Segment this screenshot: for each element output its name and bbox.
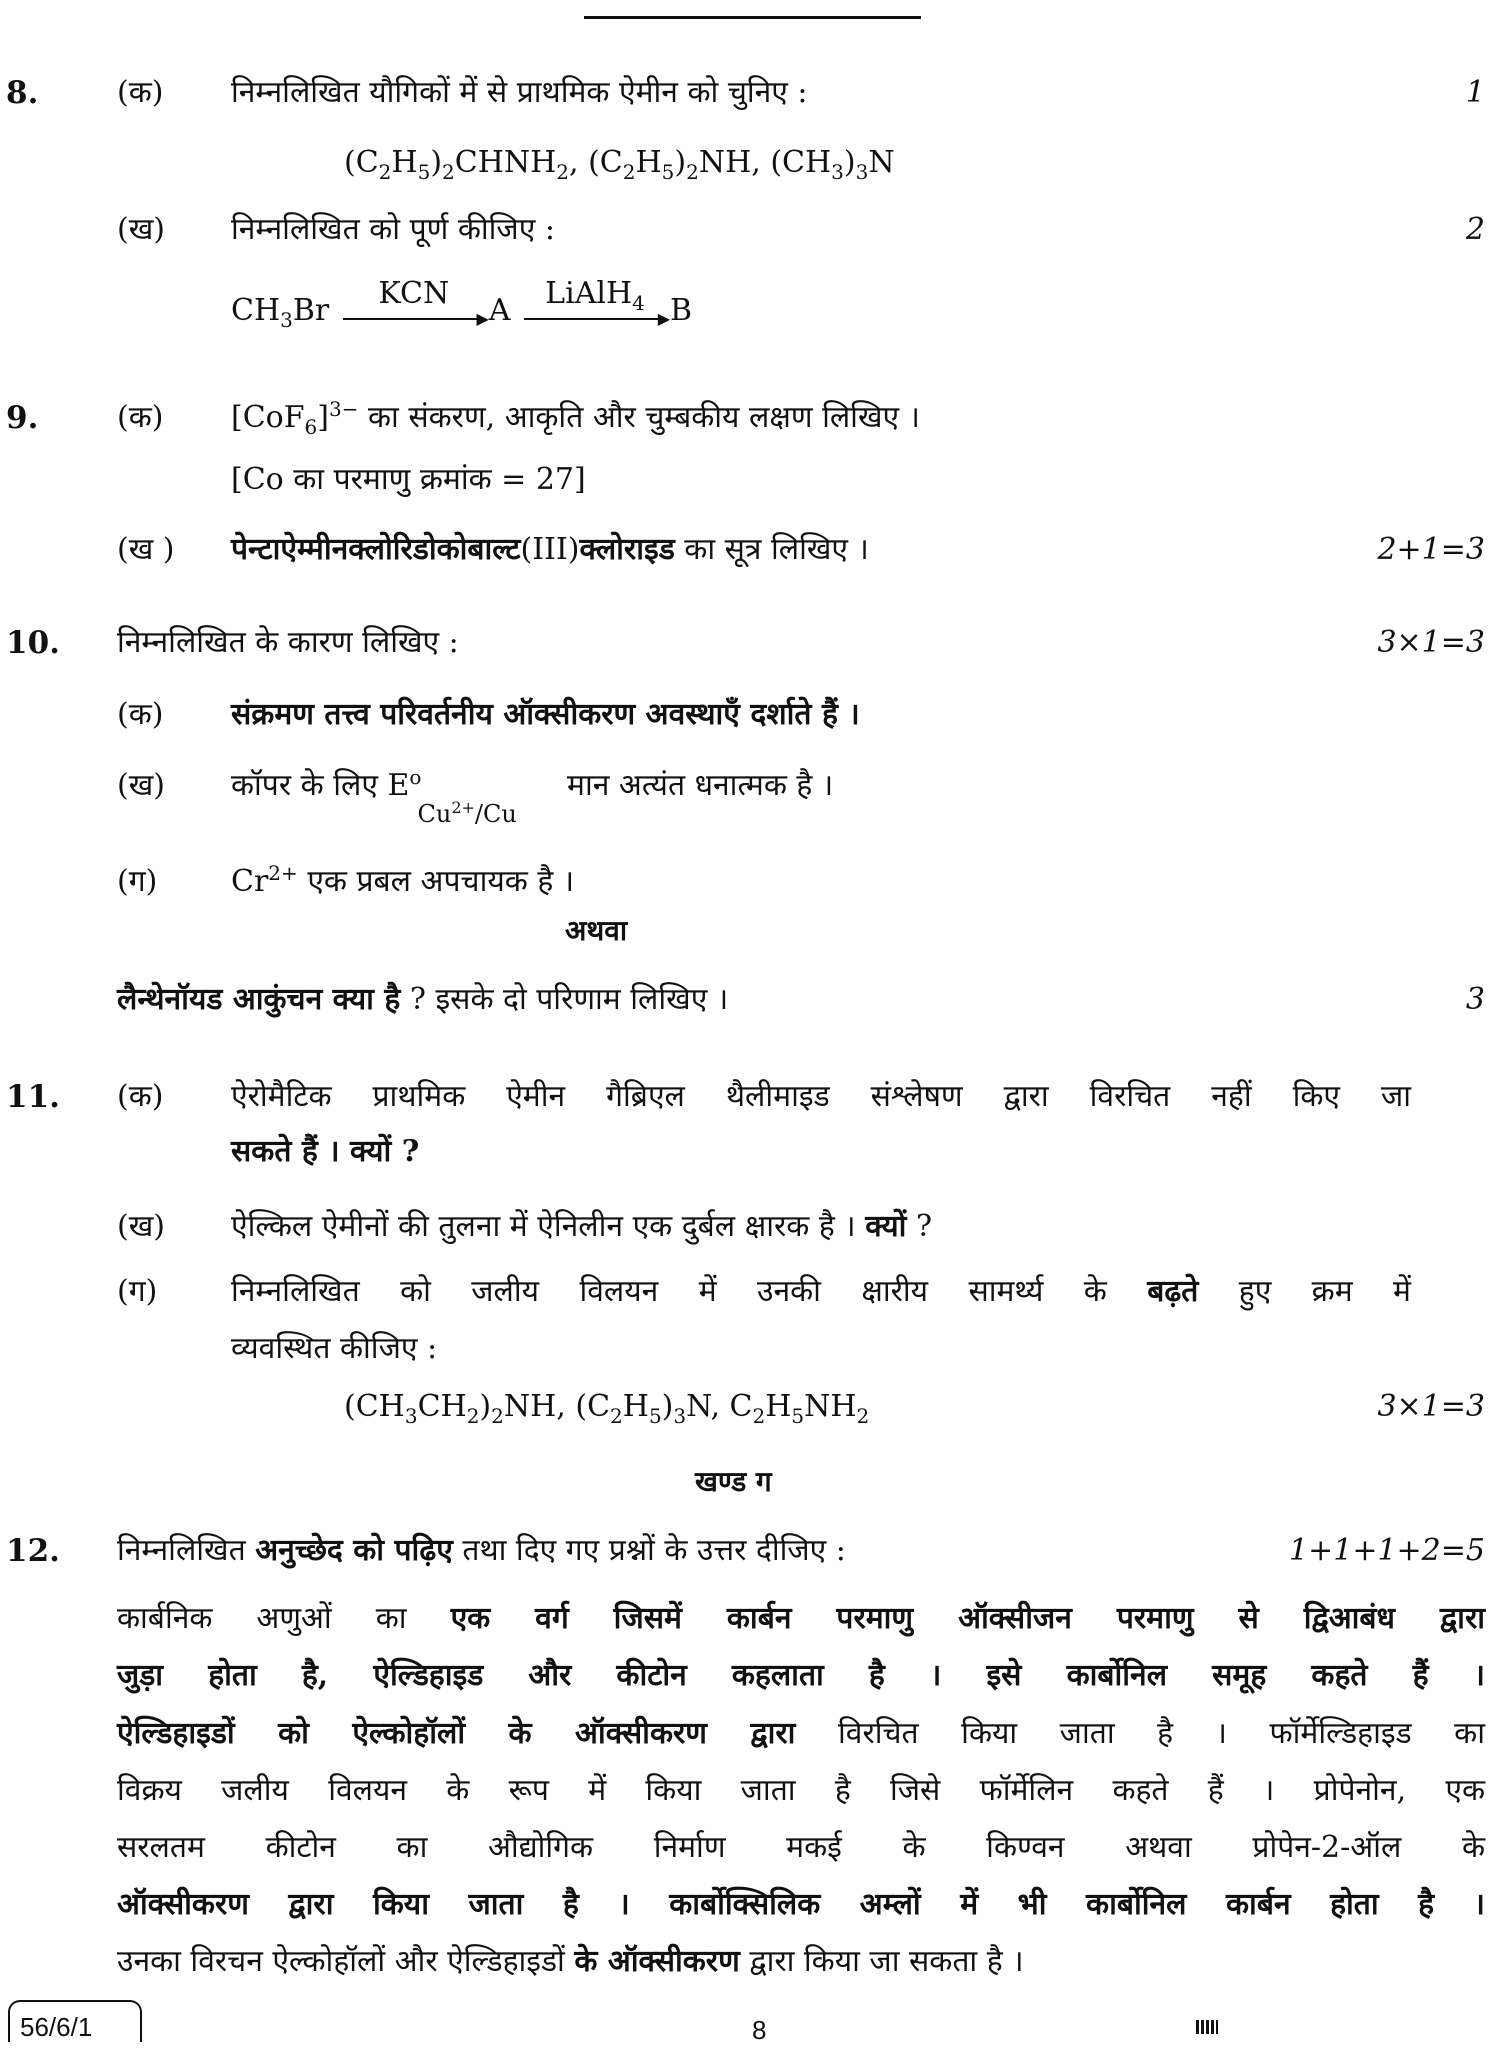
subscript: 2 [622,160,636,184]
text: कॉपर के लिए [231,768,378,803]
text-segment: H [391,145,418,180]
question-text: निम्नलिखित यौगिकों में से प्राथमिक ऐमीन को चुनिए : [231,75,808,110]
subscript: 2 [378,160,392,184]
subscript: 2 [442,160,455,184]
text-segment: विक्रय जलीय विलयन के रूप में किया जाता है जिसे फॉर्मेलिन कहते हैं । प्रोपेनोन, एक [117,1773,1485,1808]
subscript: 2 [491,1404,504,1428]
supscript: 3− [329,397,359,421]
reagent: KCN [378,276,450,311]
text-segment: हुए क्रम में [1198,1274,1411,1309]
passage-line [117,1771,1485,1811]
bold-text-segment: क्लोराइड [579,532,675,567]
part-label: (क) [117,1079,164,1114]
electrode-potential: $E^o$ $Cu^{2+}/Cu$ [387,765,517,828]
passage-line [117,1828,1485,1868]
reaction-arrow: KCN ▶ [339,292,489,332]
supscript: 2+ [268,861,298,885]
question-text [231,1272,1411,1312]
bold-text-segment: एक वर्ग जिसमें कार्बन परमाणु ऑक्सीजन परमाणु से द्विआबंध द्वारा [450,1601,1485,1636]
text-segment: ? इसके दो परिणाम लिखिए । [400,982,729,1017]
subscript: 5 [661,160,675,184]
reactant-subscript: 3 [280,308,293,332]
marks: 3×1=3 [1377,1389,1485,1424]
formula [344,1387,869,1427]
subscript: 2 [610,1404,623,1428]
question-text [231,398,920,438]
question-text: संक्रमण तत्त्व परिवर्तनीय ऑक्सीकरण अवस्थाएँ दर्शाते हैं । [231,697,860,732]
passage-line [117,1942,1485,1982]
bold-text-segment: पेन्टाऐम्मीनक्लोरिडोकोबाल्ट [231,532,521,567]
text-segment: N, C [686,1389,753,1424]
question-note: [Co का परमाणु क्रमांक = 27] [231,462,586,497]
part-label: (ग) [117,1274,158,1309]
paper-code: 56/6/1 [20,2012,93,2042]
subscript: 3 [673,1404,687,1428]
text-segment: (C [344,145,379,180]
text-segment: ? [906,1209,933,1244]
bold-text-segment: अनुच्छेद को पढ़िए [255,1533,453,1568]
marks: 1 [1465,75,1485,110]
question-text: सकते हैं । क्यों ? [231,1134,420,1169]
part-label: (ख) [117,768,165,803]
text-segment: CH [417,1389,467,1424]
part-label: (ग) [117,864,158,899]
subscript: 5 [417,160,431,184]
text-segment: का सूत्र लिखिए । [674,532,869,567]
text-segment: विरचित किया जाता है । फॉर्मेल्डिहाइड का [795,1716,1485,1751]
top-rule [584,16,921,19]
text-segment: ) [674,145,687,180]
product-a: A [488,293,511,328]
text-segment: (III) [520,532,580,567]
text-segment: एक प्रबल अपचायक है । [297,864,575,899]
page-number: 8 [752,2015,767,2045]
subscript: 3 [404,1404,418,1428]
bold-text-segment: ऑक्सीकरण द्वारा किया जाता है । कार्बोक्सिलिक अम्लों में भी कार्बोनिल कार्बन होता है । [117,1887,1485,1922]
bold-text-segment: के ऑक्सीकरण [574,1944,740,1979]
question-text: निम्नलिखित को पूर्ण कीजिए : [231,212,555,247]
subscript: 6 [304,415,318,439]
part-label: (ख) [117,1209,165,1244]
question-text: ऐरोमैटिक प्राथमिक ऐमीन गैब्रिएल थैलीमाइड संश्लेषण द्वारा विरचित नहीं किए जा [231,1079,1411,1114]
reagent: LiAlH$_4$ [545,276,645,315]
marks: 2+1=3 [1377,532,1485,567]
text-segment: H [635,145,662,180]
marks: 2 [1465,212,1485,247]
question-text: व्यवस्थित कीजिए : [231,1331,438,1366]
reaction-scheme [231,276,693,332]
subscript: 2 [686,160,699,184]
question-text [117,1531,846,1571]
subscript: 2 [556,160,570,184]
question-number: 8. [6,75,39,111]
text-segment: सरलतम कीटोन का औद्योगिक निर्माण मकई के किण्वन अथवा प्रोपेन-2-ऑल के [117,1830,1485,1865]
question-text [117,980,728,1020]
text: मान अत्यंत धनात्मक है । [567,768,834,803]
question-text: निम्नलिखित के कारण लिखिए : [117,625,459,660]
text-segment: H [765,1389,792,1424]
bold-text-segment: जुड़ा होता है, ऐल्डिहाइड और कीटोन कहलाता है । इसे कार्बोनिल समूह कहते हैं । [117,1658,1485,1693]
text-segment: ] [317,400,329,435]
part-label: (क) [117,697,164,732]
question-number: 12. [6,1533,60,1569]
marks: 3×1=3 [1377,625,1485,660]
question-text [231,1207,932,1247]
paper-code-box [8,2000,142,2042]
bold-text-segment: ऐल्डिहाइडों को ऐल्कोहॉलों के ऑक्सीकरण द्वारा [117,1716,796,1751]
text-segment: ) [479,1389,492,1424]
passage-line [117,1885,1485,1925]
marks: 3 [1465,982,1485,1017]
marks: 1+1+1+2=5 [1289,1533,1485,1568]
reactant-end: Br [292,293,330,328]
text-segment: ऐल्किल ऐमीनों की तुलना में ऐनिलीन एक दुर्बल क्षारक है । [231,1209,866,1244]
question-number: 11. [6,1079,60,1115]
text-segment: NH [804,1389,857,1424]
part-label: (ख) [117,212,165,247]
passage-line [117,1656,1485,1696]
text-segment: निम्नलिखित को जलीय विलयन में उनकी क्षारीय सामर्थ्य के [231,1274,1148,1309]
subscript: 3 [831,160,844,184]
passage-line [117,1599,1485,1639]
question-text [231,530,869,570]
subscript: 2 [752,1404,766,1428]
question-text [231,765,834,828]
subscript: 5 [791,1404,805,1428]
qr-code-icon [1196,2020,1218,2034]
text-segment: का संकरण, आकृति और चुम्बकीय लक्षण लिखिए । [358,400,920,435]
part-label: (क) [117,400,164,435]
question-number: 10. [6,625,60,661]
subscript: 3 [855,160,869,184]
text-segment: तथा दिए गए प्रश्नों के उत्तर दीजिए : [452,1533,846,1568]
passage-line [117,1714,1485,1754]
bold-text-segment: बढ़ते [1147,1274,1199,1309]
text-segment: CHNH [454,145,557,180]
text-segment: [CoF [231,400,305,435]
text-segment: ) [661,1389,674,1424]
text-segment: , (C [569,145,623,180]
subscript: 5 [648,1404,662,1428]
or-divider: अथवा [565,914,628,947]
subscript: 2 [856,1404,870,1428]
part-label: (ख ) [117,532,175,567]
part-label: (क) [117,75,164,110]
text-segment: N [868,145,895,180]
text-segment: NH, (C [503,1389,611,1424]
text-segment: ) [843,145,856,180]
text-segment: निम्नलिखित [117,1533,256,1568]
question-number: 9. [6,400,39,436]
bold-text-segment: क्यों [865,1209,907,1244]
section-heading: खण्ड ग [695,1465,772,1498]
question-text [231,862,574,902]
reactant: CH [231,293,281,328]
text-segment: (CH [344,1389,405,1424]
text-segment: कार्बनिक अणुओं का [117,1601,451,1636]
text-segment: द्वारा किया जा सकता है । [739,1944,1024,1979]
text-segment: NH, (CH [698,145,832,180]
bold-text-segment: लैन्थेनॉयड आकुंचन क्या है [117,982,401,1017]
text-segment: H [622,1389,649,1424]
text-segment: ) [430,145,443,180]
formula [344,143,895,183]
reaction-arrow: LiAlH$_4$ ▶ [520,292,670,332]
subscript: 2 [466,1404,480,1428]
text-segment: Cr [231,864,269,899]
product-b: B [670,293,693,328]
text-segment: उनका विरचन ऐल्कोहॉलों और ऐल्डिहाइडों [117,1944,575,1979]
